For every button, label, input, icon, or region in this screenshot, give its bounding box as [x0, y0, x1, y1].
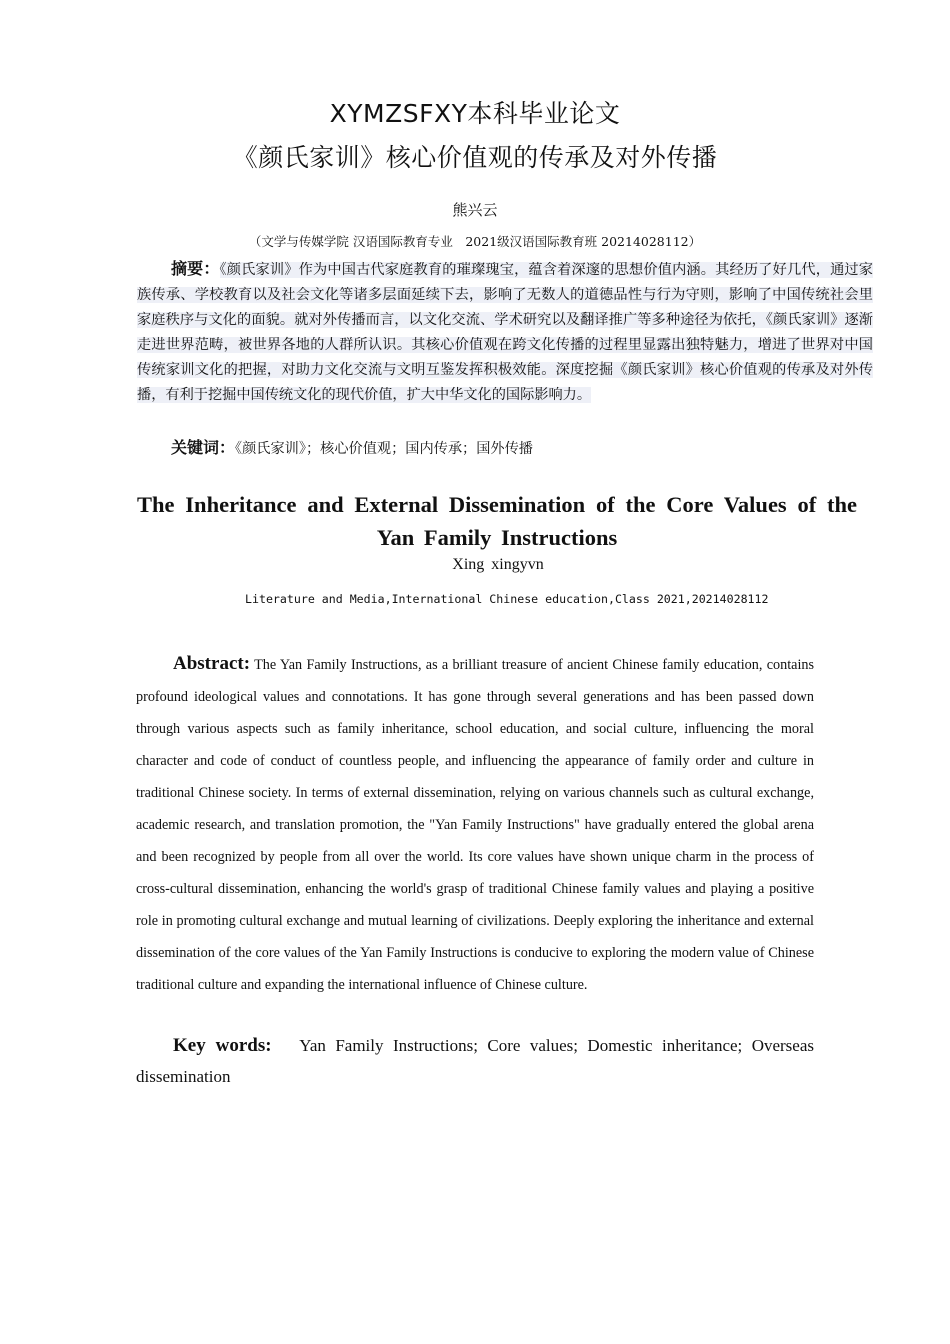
- keywords-en: [136, 1030, 814, 1092]
- abstract-en-label: Abstract:: [173, 653, 251, 674]
- author-name-cn: 熊兴云: [452, 201, 498, 219]
- thesis-title-cn: 《颜氏家训》核心价值观的传承及对外传播: [232, 143, 718, 172]
- thesis-header-title: XYMZSFXY本科毕业论文: [329, 99, 621, 128]
- affiliation-en: Literature and Media,International Chinese education,Class 2021,20214028112: [245, 592, 769, 606]
- thesis-title-en: The Inheritance and External Dissemination of the Core Values of the Yan Family Instructions: [137, 492, 857, 550]
- keywords-cn-label: 关键词：: [171, 438, 236, 457]
- author-name-en: Xing xingyvn: [452, 556, 544, 573]
- keywords-cn: [171, 435, 871, 462]
- abstract-cn-label: 摘要：: [171, 259, 220, 278]
- keywords-en-label: Key words:: [173, 1035, 272, 1056]
- abstract-en-text: The Yan Family Instructions, as a brilliant treasure of ancient Chinese family education, contains profound ideological values and connotations. It has gone through several generations and has been passed down through various aspects such as family inheritance, school education, and social culture, influencing the moral character and code of conduct of countless people, and influencing the appearance of family order and culture in traditional Chinese society. In terms of external dissemination, relying on various channels such as cultural exchange, academic research, and translation promotion, the "Yan Family Instructions" have gradually entered the global arena and been recognized by people from all over the world. Its core values have shown unique charm in the process of cross-cultural dissemination, enhancing the world's grasp of traditional Chinese family values and playing a positive role in promoting cultural exchange and mutual learning of civilizations. Deeply exploring the inheritance and external dissemination of the core values of the Yan Family Instructions is conducive to exploring the modern value of Chinese traditional culture and expanding the international influence of Chinese culture.: [136, 657, 814, 993]
- keywords-en-text: Yan Family Instructions; Core values; Domestic inheritance; Overseas dissemination: [136, 1036, 814, 1086]
- keywords-cn-text: 《颜氏家训》；核心价值观；国内传承；国外传播: [235, 441, 533, 457]
- abstract-cn-text: 《颜氏家训》作为中国古代家庭教育的璀璨瑰宝，蕴含着深邃的思想价值内涵。其经历了好几代，通过家族传承、学校教育以及社会文化等诸多层面延续下去，影响了无数人的道德品性与行为守则，影响了中国传统社会里家庭秩序与文化的面貌。就对外传播而言，以文化交流、学术研究以及翻译推广等多种途径为依托，《颜氏家训》逐渐走进世界范畴，被世界各地的人群所认识。其核心价值观在跨文化传播的过程里显露出独特魅力，增进了世界对中国传统家训文化的把握，对助力文化交流与文明互鉴发挥积极效能。深度挖掘《颜氏家训》核心价值观的传承及对外传播，有利于挖掘中国传统文化的现代价值，扩大中华文化的国际影响力。: [137, 262, 873, 403]
- abstract-en: [136, 648, 814, 1001]
- affiliation-cn: （文学与传媒学院 汉语国际教育专业 2021级汉语国际教育班 20214028112）: [248, 234, 702, 249]
- abstract-cn: [137, 256, 873, 408]
